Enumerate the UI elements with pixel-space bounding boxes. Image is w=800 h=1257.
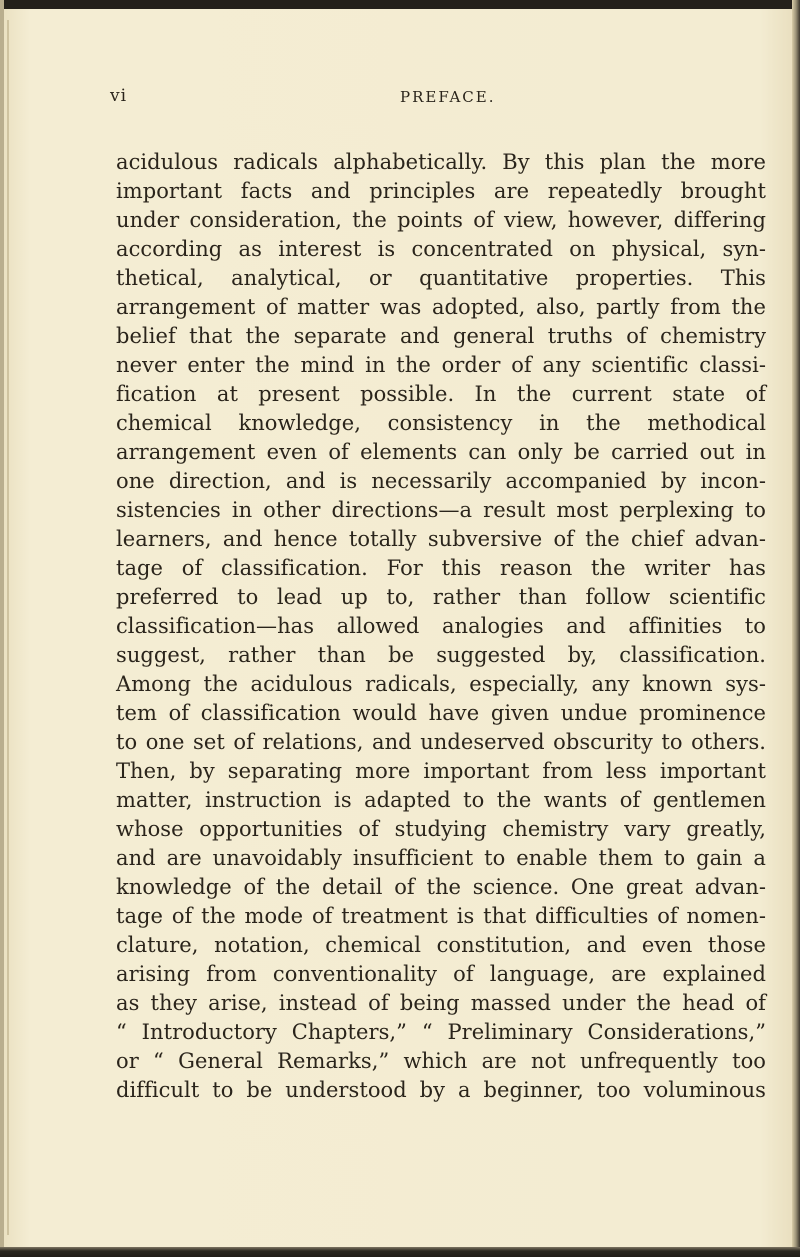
page-bottom-edge bbox=[0, 1247, 800, 1257]
running-head-title: PREFACE. bbox=[400, 88, 496, 106]
text-line: according as interest is concentrated on physical, syn- bbox=[116, 237, 766, 261]
text-line: tage of the mode of treatment is that difficulties of nomen- bbox=[116, 904, 766, 928]
text-line: chemical knowledge, consistency in the methodical bbox=[116, 411, 766, 435]
text-line: never enter the mind in the order of any scientific classi- bbox=[116, 353, 766, 377]
text-line: preferred to lead up to, rather than follow scientific bbox=[116, 585, 766, 609]
text-line: Among the acidulous radicals, especially, any known sys- bbox=[116, 672, 766, 696]
text-line: clature, notation, chemical constitution, and even those bbox=[116, 933, 766, 957]
text-line: suggest, rather than be suggested by, classification. bbox=[116, 643, 766, 667]
text-line: difficult to be understood by a beginner, too voluminous bbox=[116, 1078, 766, 1102]
text-line: knowledge of the detail of the science. One great advan- bbox=[116, 875, 766, 899]
text-line: thetical, analytical, or quantitative properties. This bbox=[116, 266, 766, 290]
running-head bbox=[110, 86, 750, 110]
text-line: under consideration, the points of view, however, differing bbox=[116, 208, 766, 232]
page-number: vi bbox=[110, 86, 128, 106]
text-line: sistencies in other directions—a result most perplexing to bbox=[116, 498, 766, 522]
text-line: as they arise, instead of being massed under the head of bbox=[116, 991, 766, 1015]
text-line: one direction, and is necessarily accompanied by incon- bbox=[116, 469, 766, 493]
text-line: matter, instruction is adapted to the wants of gentlemen bbox=[116, 788, 766, 812]
text-line: whose opportunities of studying chemistry vary greatly, bbox=[116, 817, 766, 841]
text-line: fication at present possible. In the current state of bbox=[116, 382, 766, 406]
text-line: to one set of relations, and undeserved obscurity to others. bbox=[116, 730, 766, 754]
text-line: “ Introductory Chapters,” “ Preliminary Considerations,” bbox=[116, 1020, 766, 1044]
text-line: classification—has allowed analogies and affinities to bbox=[116, 614, 766, 638]
page-right-edge bbox=[792, 0, 800, 1257]
text-line: important facts and principles are repeatedly brought bbox=[116, 179, 766, 203]
text-line: belief that the separate and general truths of chemistry bbox=[116, 324, 766, 348]
page-left-edge bbox=[0, 0, 4, 1257]
text-line: and are unavoidably insufficient to enable them to gain a bbox=[116, 846, 766, 870]
text-line: arrangement of matter was adopted, also, partly from the bbox=[116, 295, 766, 319]
text-line: acidulous radicals alphabetically. By this plan the more bbox=[116, 150, 766, 174]
text-line: tage of classification. For this reason the writer has bbox=[116, 556, 766, 580]
text-line: tem of classification would have given undue prominence bbox=[116, 701, 766, 725]
body-paragraph bbox=[116, 148, 766, 1105]
text-line: learners, and hence totally subversive of the chief advan- bbox=[116, 527, 766, 551]
text-line: arrangement even of elements can only be carried out in bbox=[116, 440, 766, 464]
text-line: or “ General Remarks,” which are not unfrequently too bbox=[116, 1049, 766, 1073]
text-line: Then, by separating more important from less important bbox=[116, 759, 766, 783]
text-line: arising from conventionality of language, are explained bbox=[116, 962, 766, 986]
page-gutter-line bbox=[7, 20, 9, 1235]
page-top-edge bbox=[0, 0, 800, 9]
